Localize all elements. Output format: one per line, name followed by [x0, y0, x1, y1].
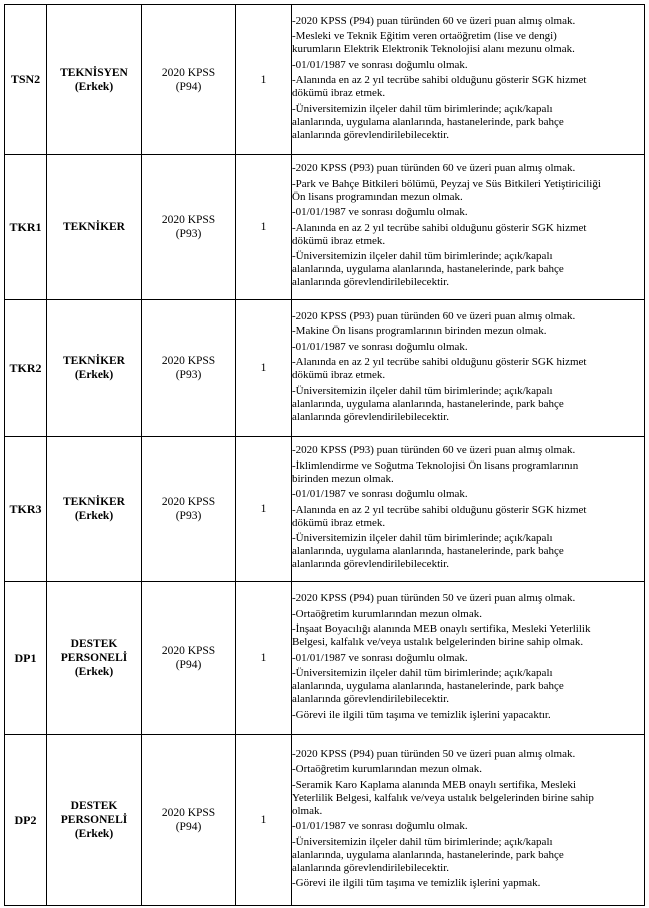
condition-item: -Alanında en az 2 yıl tecrübe sahibi olduğunu gösterir SGK hizmet dökümü ibraz etmek. — [292, 356, 587, 382]
position-count: 1 — [236, 437, 292, 582]
position-code: TKR1 — [5, 155, 47, 300]
condition-item: -Mesleki ve Teknik Eğitim veren ortaöğretim (lise ve dengi) kurumların Elektrik Elektronik Teknolojisi alanı mezunu olmak. — [292, 30, 575, 56]
condition-item: -Park ve Bahçe Bitkileri bölümü, Peyzaj ve Süs Bitkileri Yetiştiriciliği Ön lisans programından mezun olmak. — [292, 177, 601, 203]
position-code: TSN2 — [5, 5, 47, 155]
position-title — [47, 155, 142, 300]
condition-item: -Üniversitemizin ilçeler dahil tüm birimlerinde; açık/kapalı alanlarında, uygulama alanlarında, hastanelerinde, park bahçe alanlarında görevlendirilebilecektir. — [292, 250, 564, 289]
title-line: TEKNİSYEN — [60, 66, 128, 79]
kpss-line: 2020 KPSS — [161, 807, 216, 819]
conditions-cell — [292, 5, 645, 155]
table-row — [5, 155, 645, 300]
kpss-line: (P93) — [175, 510, 202, 522]
conditions-cell — [292, 582, 645, 735]
position-title — [47, 437, 142, 582]
kpss-type — [142, 155, 236, 300]
title-line: DESTEK — [70, 800, 118, 812]
kpss-type — [142, 735, 236, 906]
condition-item: -Üniversitemizin ilçeler dahil tüm birimlerinde; açık/kapalı alanlarında, uygulama alanlarında, hastanelerinde, park bahçe alanlarında görevlendirilebilecektir. — [292, 835, 564, 874]
conditions-cell — [292, 735, 645, 906]
condition-item: -2020 KPSS (P94) puan türünden 50 ve üzeri puan almış olmak. — [292, 747, 576, 760]
title-line: TEKNİKER — [63, 355, 125, 367]
condition-item: -2020 KPSS (P94) puan türünden 50 ve üzeri puan almış olmak. — [292, 592, 576, 604]
position-code: TKR3 — [5, 437, 47, 582]
kpss-line: (P94) — [175, 659, 202, 671]
position-count: 1 — [236, 735, 292, 906]
condition-item: -2020 KPSS (P93) puan türünden 60 ve üzeri puan almış olmak. — [292, 309, 576, 322]
condition-item: -01/01/1987 ve sonrası doğumlu olmak. — [292, 340, 468, 353]
kpss-type — [142, 437, 236, 582]
table-row — [5, 300, 645, 437]
condition-item: -Alanında en az 2 yıl tecrübe sahibi olduğunu gösterir SGK hizmet dökümü ibraz etmek. — [292, 221, 587, 247]
condition-item: -Ortaöğretim kurumlarından mezun olmak. — [292, 607, 482, 620]
position-title — [47, 582, 142, 735]
conditions-cell — [292, 155, 645, 300]
condition-item: -Üniversitemizin ilçeler dahil tüm birimlerinde; açık/kapalı alanlarında, uygulama alanlarında, hastanelerinde, park bahçe alanlarında görevlendirilebilecektir. — [292, 667, 564, 705]
condition-item: -Alanında en az 2 yıl tecrübe sahibi olduğunu gösterir SGK hizmet dökümü ibraz etmek. — [292, 74, 587, 100]
kpss-line: 2020 KPSS — [161, 66, 216, 79]
title-line: (Erkek) — [74, 510, 114, 522]
kpss-type — [142, 582, 236, 735]
title-line: (Erkek) — [74, 369, 114, 381]
condition-item: -01/01/1987 ve sonrası doğumlu olmak. — [292, 206, 468, 219]
kpss-line: (P93) — [175, 369, 202, 381]
condition-item: -Görevi ile ilgili tüm taşıma ve temizlik işlerini yapmak. — [292, 877, 541, 889]
condition-item: -İklimlendirme ve Soğutma Teknolojisi Ön lisans programlarının birinden mezun olmak. — [292, 459, 579, 485]
kpss-line: 2020 KPSS — [161, 645, 216, 657]
condition-item: -Makine Ön lisans programlarının birinden mezun olmak. — [292, 325, 547, 338]
title-line: DESTEK — [70, 638, 118, 650]
title-line: TEKNİKER — [63, 221, 125, 233]
condition-item: -Görevi ile ilgili tüm taşıma ve temizlik işlerini yapacaktır. — [292, 708, 551, 721]
condition-item: -01/01/1987 ve sonrası doğumlu olmak. — [292, 820, 468, 832]
kpss-line: (P94) — [175, 80, 202, 93]
position-count: 1 — [236, 5, 292, 155]
title-line: PERSONELİ — [60, 652, 128, 664]
table-row — [5, 5, 645, 155]
position-title — [47, 300, 142, 437]
position-title — [47, 735, 142, 906]
position-count: 1 — [236, 155, 292, 300]
position-code: DP2 — [5, 735, 47, 906]
condition-item: -Seramik Karo Kaplama alanında MEB onaylı sertifika, Mesleki Yeterlilik Belgesi, kalfalık ve/veya ustalık belgelerinden birine sahip olmak. — [292, 778, 594, 817]
conditions-cell — [292, 300, 645, 437]
condition-item: -2020 KPSS (P93) puan türünden 60 ve üzeri puan almış olmak. — [292, 162, 576, 175]
title-line: (Erkek) — [74, 80, 114, 93]
kpss-type — [142, 5, 236, 155]
position-title — [47, 5, 142, 155]
kpss-line: (P94) — [175, 821, 202, 833]
position-count: 1 — [236, 300, 292, 437]
position-code: TKR2 — [5, 300, 47, 437]
position-code: DP1 — [5, 582, 47, 735]
condition-item: -01/01/1987 ve sonrası doğumlu olmak. — [292, 651, 468, 664]
kpss-line: 2020 KPSS — [161, 214, 216, 226]
condition-item: -01/01/1987 ve sonrası doğumlu olmak. — [292, 488, 468, 501]
condition-item: -Üniversitemizin ilçeler dahil tüm birimlerinde; açık/kapalı alanlarında, uygulama alanlarında, hastanelerinde, park bahçe alanlarında görevlendirilebilecektir. — [292, 384, 564, 423]
conditions-cell — [292, 437, 645, 582]
position-count: 1 — [236, 582, 292, 735]
table-row — [5, 735, 645, 906]
title-line: TEKNİKER — [63, 496, 125, 508]
condition-item: -01/01/1987 ve sonrası doğumlu olmak. — [292, 58, 468, 71]
condition-item: -Ortaöğretim kurumlarından mezun olmak. — [292, 763, 482, 775]
condition-item: -İnşaat Boyacılığı alanında MEB onaylı sertifika, Mesleki Yeterlilik Belgesi, kalfalık ve/veya ustalık belgelerinden birine sahip olmak. — [292, 623, 591, 648]
condition-item: -Üniversitemizin ilçeler dahil tüm birimlerinde; açık/kapalı alanlarında, uygulama alanlarında, hastanelerinde, park bahçe alanlarında görevlendirilebilecektir. — [292, 532, 564, 571]
kpss-line: 2020 KPSS — [161, 355, 216, 367]
kpss-type — [142, 300, 236, 437]
title-line: (Erkek) — [74, 828, 114, 840]
condition-item: -2020 KPSS (P93) puan türünden 60 ve üzeri puan almış olmak. — [292, 444, 576, 457]
kpss-line: (P93) — [175, 228, 202, 240]
kpss-line: 2020 KPSS — [161, 496, 216, 508]
condition-item: -Alanında en az 2 yıl tecrübe sahibi olduğunu gösterir SGK hizmet dökümü ibraz etmek. — [292, 503, 587, 529]
title-line: (Erkek) — [74, 666, 114, 678]
table-row — [5, 437, 645, 582]
requirements-table — [4, 4, 645, 906]
table-row — [5, 582, 645, 735]
title-line: PERSONELİ — [60, 814, 128, 826]
condition-item: -Üniversitemizin ilçeler dahil tüm birimlerinde; açık/kapalı alanlarında, uygulama alanlarında, hastanelerinde, park bahçe alanlarında görevlendirilebilecektir. — [292, 102, 564, 141]
table-body — [5, 5, 645, 906]
condition-item: -2020 KPSS (P94) puan türünden 60 ve üzeri puan almış olmak. — [292, 14, 576, 27]
